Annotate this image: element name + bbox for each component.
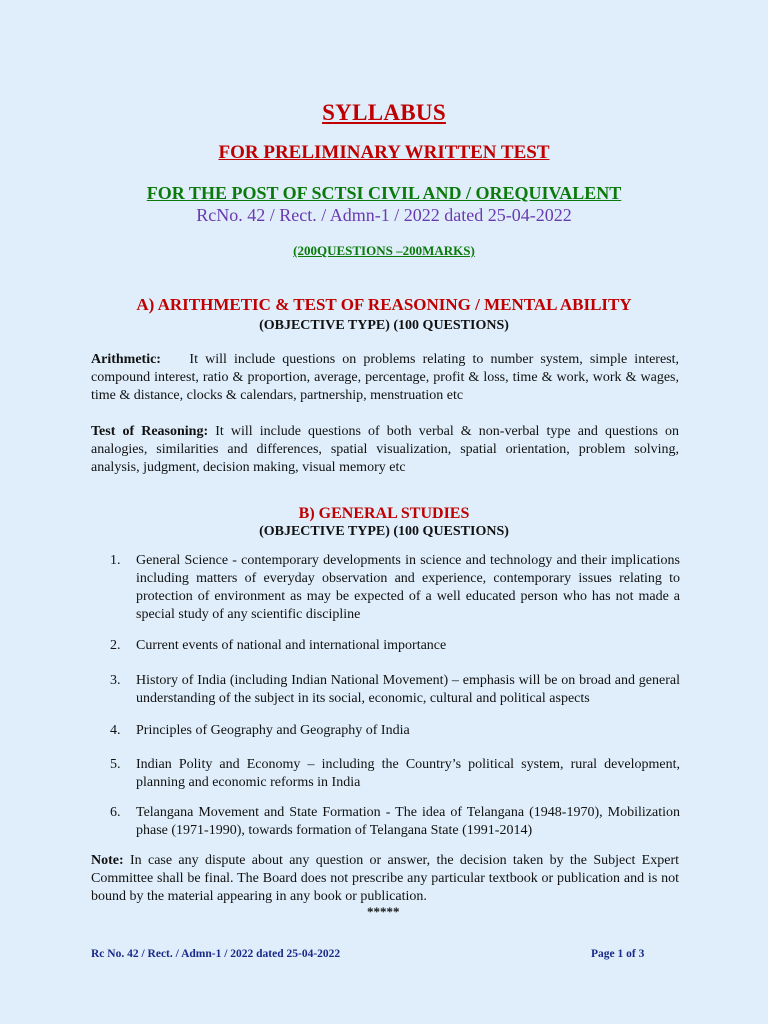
list-item-text: History of India (including Indian National Movement) – emphasis will be on broad and general understanding of the subject in its social, economic, cultural and political aspects: [136, 673, 680, 706]
reference-number: RcNo. 42 / Rect. / Admn-1 / 2022 dated 25-04-2022: [196, 205, 572, 225]
note-label: Note:: [91, 853, 124, 868]
post-heading: FOR THE POST OF SCTSI CIVIL AND / OREQUIVALENT: [146, 183, 622, 203]
arithmetic-paragraph: [91, 351, 679, 405]
list-item-text: Current events of national and international importance: [136, 638, 447, 653]
list-item-number: 2.: [110, 638, 121, 653]
note-text: In case any dispute about any question or answer, the decision taken by the Subject Expert Committee shall be final. The Board does not prescribe any particular textbook or publication and is not bound by the material appearing in any book or publication.: [91, 853, 680, 904]
section-b-heading: B) GENERAL STUDIES: [298, 505, 470, 522]
list-item-text: Telangana Movement and State Formation - The idea of Telangana (1948-1970), Mobilization phase (1971-1990), towards formation of Telangana State (1991-2014): [136, 805, 680, 838]
list-item-text: General Science - contemporary developments in science and technology and their implications including matters of everyday observation and experience, contemporary issues relating to protection of environment as may be expected of a well educated person who has not made a special study of any scientific discipline: [136, 553, 680, 622]
arithmetic-text: It will include questions on problems relating to number system, simple interest, compound interest, ratio & proportion, average, percentage, profit & loss, time & work, work & wages, time & distance, clocks & calendars, partnership, menstruation etc: [91, 352, 680, 403]
section-b-type: (OBJECTIVE TYPE) (100 QUESTIONS): [259, 524, 509, 539]
footer-reference: Rc No. 42 / Rect. / Admn-1 / 2022 dated 25-04-2022: [91, 948, 341, 960]
note-paragraph: [91, 852, 679, 906]
list-item-text: Indian Polity and Economy – including the Country’s political system, rural development, planning and economic reforms in India: [136, 757, 680, 790]
list-item-number: 4.: [110, 723, 121, 738]
list-item-text: Principles of Geography and Geography of India: [136, 723, 410, 738]
list-item-number: 3.: [110, 673, 121, 688]
reasoning-paragraph: [91, 423, 679, 477]
page-number: Page 1 of 3: [591, 948, 645, 960]
list-item-number: 6.: [110, 805, 121, 820]
reasoning-text: It will include questions of both verbal & non-verbal type and questions on analogies, similarities and differences, spatial visualization, spatial orientation, problem solving, analysis, judgment, decision making, visual memory etc: [91, 424, 680, 475]
marks-summary: (200QUESTIONS –200MARKS): [293, 243, 475, 258]
end-stars: *****: [367, 904, 400, 919]
section-a-heading: A) ARITHMETIC & TEST OF REASONING / MENTAL ABILITY: [136, 295, 632, 314]
page-title: SYLLABUS: [322, 100, 446, 125]
arithmetic-label: Arithmetic:: [91, 352, 161, 367]
section-a-type: (OBJECTIVE TYPE) (100 QUESTIONS): [259, 318, 509, 333]
page-subtitle: FOR PRELIMINARY WRITTEN TEST: [218, 142, 550, 163]
list-item-number: 1.: [110, 553, 121, 568]
reasoning-label: Test of Reasoning:: [91, 424, 209, 439]
list-item-number: 5.: [110, 757, 121, 772]
